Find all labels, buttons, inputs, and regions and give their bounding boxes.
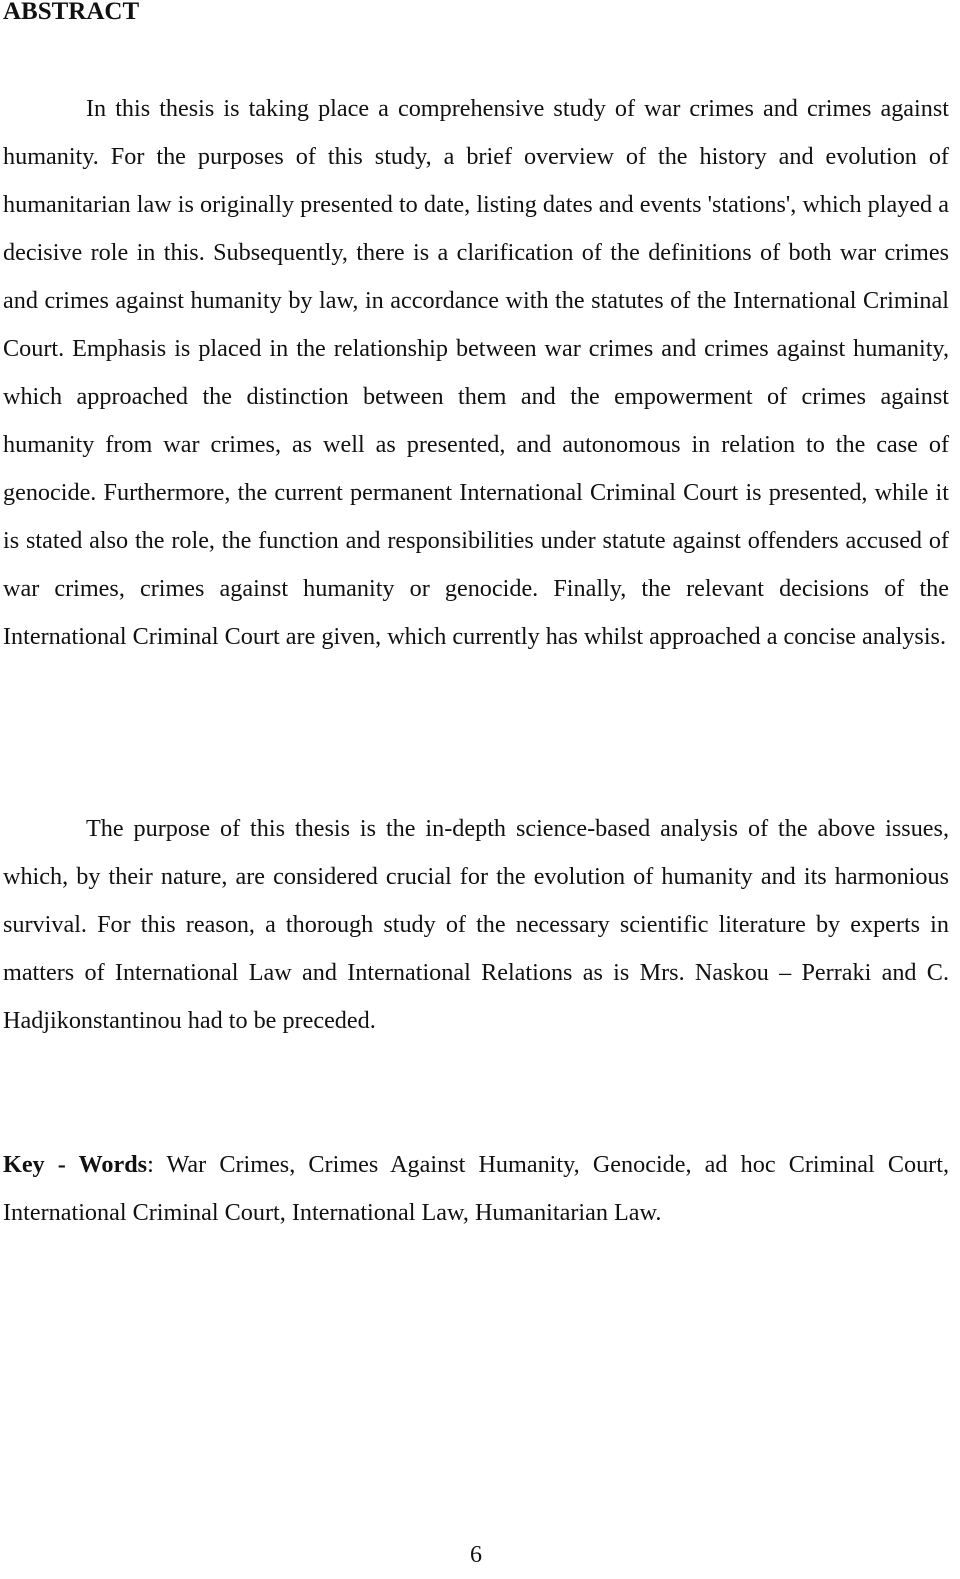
keywords-label: Key - Words (3, 1151, 148, 1178)
abstract-heading: ABSTRACT (3, 0, 140, 25)
keywords-text: War Crimes, Crimes Against Humanity, Genocide, ad hoc Criminal Court, International Criminal Court, International Law, Humanitarian Law. (3, 1151, 949, 1226)
abstract-paragraph-1: In this thesis is taking place a comprehensive study of war crimes and crimes against humanity. For the purposes of this study, a brief overview of the history and evolution of humanitarian law is originally presented to date, listing dates and events 'stations', which played a decisive role in this. Subsequently, there is a clarification of the definitions of both war crimes and crimes against humanity by law, in accordance with the statutes of the International Criminal Court. Emphasis is placed in the relationship between war crimes and crimes against humanity, which approached the distinction between them and the empowerment of crimes against humanity from war crimes, as well as presented, and autonomous in relation to the case of genocide. Furthermore, the current permanent International Criminal Court is presented, while it is stated also the role, the function and responsibilities under statute against offenders accused of war crimes, crimes against humanity or genocide. Finally, the relevant decisions of the International Criminal Court are given, which currently has whilst approached a concise analysis. (3, 95, 949, 650)
keywords-separator: : (147, 1151, 167, 1178)
abstract-paragraph-2: The purpose of this thesis is the in-depth science-based analysis of the above issues, which, by their nature, are considered crucial for the evolution of humanity and its harmonious survival. For this reason, a thorough study of the necessary scientific literature by experts in matters of International Law and International Relations as is Mrs. Naskou – Perraki and C. Hadjikonstantinou had to be preceded. (3, 815, 949, 1034)
page-number: 6 (470, 1542, 482, 1568)
keywords-line (3, 1141, 949, 1237)
